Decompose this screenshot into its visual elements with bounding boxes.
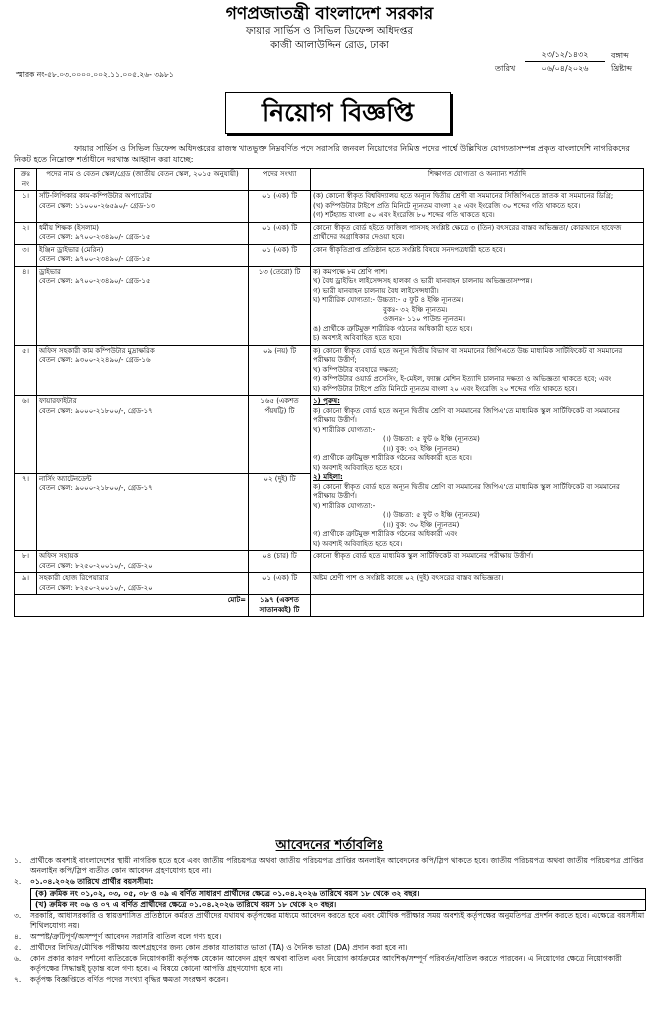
condition-item <box>14 975 646 985</box>
row-post <box>37 551 249 573</box>
row-post <box>37 244 249 266</box>
qualification-line: খ) শারীরিক যোগ্যতা:- <box>313 425 376 434</box>
date-label: তারিখ <box>495 64 516 73</box>
row-post-count: ০১ (এক) টি <box>249 222 311 244</box>
table-row <box>15 222 644 244</box>
row-serial: ৮। <box>15 551 37 573</box>
row-post <box>37 222 249 244</box>
row-post <box>37 396 249 474</box>
total-empty <box>311 595 644 617</box>
row-post-count: ০৯ (নয়) টি <box>249 345 311 396</box>
condition-text: সরকারি, আধাসরকারি ও স্বায়ত্তশাসিত প্রতিষ্ঠানে কর্মরত প্রার্থীদের যথাযথ কর্তৃপক্ষের মাধ্যমে আবেদন করতে হবে এবং মৌখিক পরীক্ষার সময় অবশ্যই কর্তৃপক্ষের অনুমতিপত্র প্রদর্শন করতে হবে। এক্ষেত্রে বয়সসীমা শিথিলযোগ্য নয়। <box>30 911 645 930</box>
qualification-line: গ) ভারী যানবাহন চালনায় বৈধ লাইসেন্সধারী। <box>313 286 439 295</box>
intro-paragraph: ফায়ার সার্ভিস ও সিভিল ডিফেন্স অধিদপ্তরের রাজস্ব খাতভুক্ত নিম্নবর্ণিত পদে সরাসরি জনবল নিয়োগের নিমিত্ত পদের পার্শ্বে উল্লিখিত যোগ্যতাসম্পন্ন প্রকৃত বাংলাদেশি নাগরিকদের নিকট হতে নিম্নোক্ত শর্তাধীনে দরখাস্ত আহ্বান করা যাচ্ছে: <box>14 144 630 164</box>
male-heading: ১) পুরুষ: <box>313 397 340 405</box>
qualification-line: ওজনঃ- ১১০ পাউন্ড ন্যূনতম। <box>383 315 466 323</box>
header-qualification: শিক্ষাগত যোগ্যতা ও অন্যান্য শর্তাদি <box>311 169 644 191</box>
header-post: পদের নাম ও বেতন স্কেল/গ্রেড (জাতীয় বেতন স্কেল, ২০১৫ অনুযায়ী) <box>37 169 249 191</box>
qualification-line: কোন স্বীকৃতিপ্রাপ্ত প্রতিষ্ঠান হতে সংশ্লিষ্ট বিষয়ে সনদপত্রধারী হতে হবে। <box>313 245 506 254</box>
post-name: ধর্মীয় শিক্ষক (ইসলাম) <box>39 223 99 232</box>
row-post <box>37 473 249 551</box>
post-name: নার্সিং অ্যাটেনডেন্ট <box>39 474 92 483</box>
notice-title: নিয়োগ বিজ্ঞপ্তি <box>225 92 451 134</box>
row-post <box>37 266 249 345</box>
qualification-line: কোনো স্বীকৃত বোর্ড হতে মাধ্যমিক স্কুল সার্টিফিকেট বা সমমানের পরীক্ষায় উত্তীর্ণ। <box>313 552 533 560</box>
pay-scale: বেতন স্কেল: ৯৩০০-২২৪৯০/- গ্রেড-১৬ <box>39 356 151 364</box>
post-name: অফিস সহায়ক <box>39 552 79 560</box>
table-row <box>15 573 644 595</box>
date-block <box>495 48 645 75</box>
qualification-line: ঘ) অবশ্যই অবিবাহিত হতে হবে। <box>313 463 403 472</box>
qualification-line: ক) কোনো স্বীকৃত বোর্ড হতে অন্যূন দ্বিতীয় শ্রেণি বা সমমানের জিপিএ'তে মাধ্যমিক স্কুল সার্টিফিকেট বা সমমানের পরীক্ষায় উত্তীর্ণ। <box>313 482 620 500</box>
post-name: ইঞ্জিন ড্রাইভার (মেরিন) <box>39 245 104 254</box>
letterhead <box>0 0 659 53</box>
condition-item <box>14 856 646 876</box>
row-post-count: ১৩ (তেরো) টি <box>249 266 311 345</box>
condition-text: প্রার্থীকে অবশ্যই বাংলাদেশের স্থায়ী নাগরিক হতে হবে এবং জাতীয় পরিচয়পত্র অথবা জাতীয় পরিচয়পত্র প্রাপ্তির অনলাইন আবেদনের কপি/স্লিপ থাকতে হবে। জাতীয় পরিচয়পত্র অথবা জাতীয় পরিচয়পত্র প্রাপ্তির অনলাইন কপি/স্লিপ ব্যতীত কোন আবেদন গ্রহণযোগ্য হবে না। <box>30 856 644 875</box>
condition-item <box>14 877 646 887</box>
post-name: সহকারী হোজ রিপেয়ারার <box>39 574 109 582</box>
condition-item <box>14 932 646 942</box>
condition-item <box>14 943 646 953</box>
qualification-line: খ) বৈধ ড্রাইভিং লাইসেন্সসহ হালকা ও ভারী যানবাহন চালনায় অভিজ্ঞতাসম্পন্ন। <box>313 277 533 285</box>
table-row <box>15 191 644 223</box>
condition-number: ৪. <box>14 932 22 941</box>
era-english: খ্রিষ্টাব্দ <box>611 64 632 73</box>
condition-number: ৭. <box>14 975 22 984</box>
qualification-line: ক) কমপক্ষে ৮ম শ্রেণি পাশ। <box>313 267 388 276</box>
row-post <box>37 191 249 223</box>
row-qualification <box>311 396 644 551</box>
qualification-line: (।) উচ্চতা: ৫ ফুট ৬ ইঞ্চি (ন্যূনতম) <box>383 435 480 443</box>
row-qualification <box>311 244 644 266</box>
table-row <box>15 266 644 345</box>
condition-text: কর্তৃপক্ষ বিজ্ঞপ্তিতে বর্ণিত পদের সংখ্যা বৃদ্ধির ক্ষমতা সংরক্ষণ করেন। <box>30 975 229 984</box>
header-count: পদের সংখ্যা <box>249 169 311 191</box>
female-heading: ২) মহিলা: <box>313 473 343 481</box>
qualification-line: (।।) বুক: ৩২ ইঞ্চি (ন্যূনতম) <box>383 444 460 453</box>
row-serial: ৫। <box>15 345 37 396</box>
qualification-line: কোনো স্বীকৃত বোর্ড হইতে ফাজিল পাসসহ সংশ্লিষ্ট ক্ষেত্রে ৩ (তিন) বৎসরের বাস্তব অভিজ্ঞতা/ কোরআনে হাফেজ প্রার্থীদের অগ্রাধিকার দেওয়া হবে। <box>313 223 622 241</box>
row-post-count: ০১ (এক) টি <box>249 573 311 595</box>
condition-text: কোন প্রকার কারণ দর্শানো ব্যতিরেকে নিয়োগকারী কর্তৃপক্ষ যেকোন আবেদন গ্রহণ অথবা বাতিল এবং নিয়োগ কার্যক্রমের আংশিক/সম্পূর্ণ পরিবর্তন/বাতিল করতে পারবেন। এ নিয়োগের ক্ষেত্রে নিয়োগকারী কর্তৃপক্ষের সিদ্ধান্তই চূড়ান্ত বলে গণ্য হবে। এ বিষয়ে কোনো আপত্তি গ্রহণযোগ্য হবে না। <box>30 954 622 973</box>
age-limit-line: (ক) ক্রমিক নং ০১,০২, ০৩, ০৫, ০৮ ও ০৯ এ বর্ণিত সাধারণ প্রার্থীদের ক্ষেত্রে ০১.০৪.২০২৬ তারিখে বয়স ১৮ থেকে ৩২ বছর। <box>31 889 645 900</box>
post-name: সাঁট-লিপিকার কাম-কম্পিউটার অপারেটর <box>39 192 152 200</box>
row-serial: ৬। <box>15 396 37 474</box>
table-row <box>15 551 644 573</box>
post-name: ড্রাইভার <box>39 267 61 276</box>
row-post <box>37 345 249 396</box>
qualification-line: (খ) কম্পিউটার টাইপে প্রতি মিনিটে ন্যূনতম বাংলা ২৫ এবং ইংরেজি ৩০ শব্দের গতি থাকতে হবে। <box>313 201 581 210</box>
pay-scale: বেতন স্কেল: ৯০০০-২১৮০০/-, গ্রেড-১৭ <box>39 406 153 415</box>
pay-scale: বেতন স্কেল: ৯৭০০-২৩৪৯০/- গ্রেড-১৫ <box>39 277 151 285</box>
table-row <box>15 396 644 474</box>
row-serial: ১। <box>15 191 37 223</box>
qualification-line: চ) অবশ্যই অবিবাহিত হতে হবে। <box>313 334 402 342</box>
post-name: অফিস সহকারী কাম কম্পিউটার মুদ্রাক্ষরিক <box>39 346 155 355</box>
pay-scale: বেতন স্কেল: ১১০০০-২৬৫৯০/- গ্রেড-১৩ <box>39 201 156 210</box>
row-post <box>37 573 249 595</box>
condition-item <box>14 954 646 974</box>
qualification-line: গ) প্রার্থীকে ত্রুটিমুক্ত শারীরিক গঠনের অধিকারী এবং <box>313 530 458 538</box>
pay-scale: বেতন স্কেল: ৯৭০০-২৩৪৯০/- গ্রেড-১৫ <box>39 255 151 263</box>
qualification-line: ক) কোনো স্বীকৃত বোর্ড হতে অন্যূন দ্বিতীয় শ্রেণি বা সমমানের জিপিএ'তে মাধ্যমিক স্কুল সার্টিফিকেট বা সমমানের পরীক্ষায় উত্তীর্ণ। <box>313 406 620 424</box>
total-row <box>15 595 644 617</box>
qualification-line: বুকঃ- ৩২ ইঞ্চি ন্যূনতম। <box>383 305 448 314</box>
pay-scale: বেতন স্কেল: ৯০০০-২১৮০০/-, গ্রেড-১৭ <box>39 484 153 492</box>
posts-table <box>14 168 644 617</box>
qualification-line: ঙ) প্রার্থীকে ত্রুটিমুক্ত শারীরিক গঠনের অধিকারী হতে হবে। <box>313 324 473 333</box>
qualification-line: (।।) বুক: ৩০ ইঞ্চি (ন্যূনতম) <box>383 520 460 529</box>
age-limit-box <box>30 888 646 911</box>
conditions-list <box>14 856 646 986</box>
row-serial: ৩। <box>15 244 37 266</box>
qualification-line: (ক) কোনো স্বীকৃত বিশ্ববিদ্যালয় হতে অন্যূন দ্বিতীয় শ্রেণী বা সমমানের সিজিপিএতে স্নাতক বা সমমানের ডিগ্রি; <box>313 192 614 200</box>
condition-text: প্রার্থীদের লিখিত/মৌখিক পরীক্ষায় অংশগ্রহণের জন্য কোন প্রকার যাতায়াত ভাতা (TA) ও দৈনিক ভাতা (DA) প্রদান করা হবে না। <box>30 943 408 952</box>
pay-scale: বেতন স্কেল: ৮২৫০-২০০১০/-, গ্রেড-২০ <box>39 583 153 592</box>
row-post-count: ০২ (দুই) টি <box>249 473 311 551</box>
row-post-count: ১৬৫ (একশত পঁয়ষট্টি) টি <box>249 396 311 474</box>
qualification-line: অষ্টম শ্রেণী পাশ ও সংশ্লিষ্ট কাজে ০২ (দুই) বৎসরের বাস্তব অভিজ্ঞতা। <box>313 574 504 582</box>
qualification-line: ঘ) কম্পিউটার টাইপে প্রতি মিনিটে ন্যূনতম বাংলা ২০ এবং ইংরেজি ২০ শব্দের গতি থাকতে হবে। <box>313 384 578 393</box>
condition-number: ২. <box>14 877 22 886</box>
qualification-line: খ) কম্পিউটার ব্যবহারে দক্ষতা; <box>313 365 399 374</box>
era-bangla: বঙ্গাব্দ <box>611 50 629 60</box>
office-address: কাজী আলাউদ্দিন রোড, ঢাকা <box>270 40 389 51</box>
condition-item <box>14 911 646 931</box>
row-qualification <box>311 266 644 345</box>
row-serial: ২। <box>15 222 37 244</box>
row-qualification <box>311 222 644 244</box>
total-label: মোট= <box>15 595 249 617</box>
pay-scale: বেতন স্কেল: ৮২৫০-২০০১০/-, গ্রেড-২০ <box>39 561 153 570</box>
row-serial: ৪। <box>15 266 37 345</box>
age-limit-line: (খ) ক্রমিক নং ০৬ ও ০৭ এ বর্ণিত প্রার্থীদের ক্ষেত্রে ০১.০৪.২০২৬ তারিখে বয়স ১৮ থেকে ২০ বছর। <box>35 900 337 909</box>
row-post-count: ০১ (এক) টি <box>249 244 311 266</box>
table-header-row <box>15 169 644 191</box>
qualification-line: ক) কোনো স্বীকৃত বোর্ড হতে অন্যূন দ্বিতীয় বিভাগ বা সমমানের জিপিএতে উচ্চ মাধ্যমিক সার্টিফিকেট বা সমমানের পরীক্ষায় উত্তীর্ণ; <box>313 346 623 364</box>
qualification-line: (।) উচ্চতা: ৫ ফুট ৩ ইঞ্চি (ন্যূনতম) <box>383 511 480 519</box>
header-serial: ক্রঃ নং <box>15 169 37 191</box>
conditions-title: আবেদনের শর্তাবলিঃ <box>275 838 384 853</box>
row-qualification <box>311 191 644 223</box>
date-bangla: ২৩/১২/১৪৩২ <box>525 48 605 62</box>
qualification-line: ঘ) শারীরিক যোগ্যতা:- উচ্চতা:- ৫ ফুট ৪ ইঞ্চি ন্যূনতম। <box>313 296 464 304</box>
qualification-line: গ) কম্পিউটার ওয়ার্ড প্রসেসিং, ই-মেইল, ফ্যাক্স মেশিন ইত্যাদি চালনার দক্ষতা ও অভিজ্ঞতা থাকতে হবে; এবং <box>313 375 612 383</box>
post-name: ফায়ারফাইটার <box>39 397 77 405</box>
condition-text: অস্পষ্ট/ত্রুটিপূর্ণ/অসম্পূর্ণ আবেদন সরাসরি বাতিল বলে গণ্য হবে। <box>30 932 222 941</box>
row-serial: ৯। <box>15 573 37 595</box>
qualification-line: (গ) শর্টহ্যান্ড বাংলা ৫০ এবং ইংরেজি ৮০ শব্দের গতি থাকতে হবে। <box>313 211 495 219</box>
condition-number: ৩. <box>14 911 22 920</box>
table-row <box>15 244 644 266</box>
row-post-count: ০৪ (চার) টি <box>249 551 311 573</box>
government-name: গণপ্রজাতন্ত্রী বাংলাদেশ সরকার <box>225 4 434 24</box>
total-value: ১৯৭ (একশত সাতানব্বই) টি <box>249 595 311 617</box>
condition-number: ১. <box>14 856 22 865</box>
condition-text: ০১.০৪.২০২৬ তারিখে প্রার্থীর বয়সসীমা: <box>30 877 154 886</box>
row-qualification <box>311 551 644 573</box>
qualification-line: গ) প্রার্থীকে ত্রুটিমুক্ত শারীরিক গঠনের অধিকারী হতে হবে। <box>313 454 472 462</box>
memo-number: স্মারক নং-৫৮.০৩.০০০০.০০২.১১.০০৫.২৬- ৩৯৮১ <box>16 70 174 79</box>
date-english: ০৬/০৪/২০২৬ <box>541 64 589 73</box>
qualification-line: খ) শারীরিক যোগ্যতা:- <box>313 501 376 510</box>
row-serial: ৭। <box>15 473 37 551</box>
pay-scale: বেতন স্কেল: ৯৭০০-২৩৪৯০/- গ্রেড-১৫ <box>39 233 151 241</box>
qualification-line: ঘ) অবশ্যই অবিবাহিত হতে হবে। <box>313 539 403 548</box>
condition-number: ৫. <box>14 943 22 952</box>
row-qualification <box>311 573 644 595</box>
condition-number: ৬. <box>14 954 22 963</box>
row-qualification <box>311 345 644 396</box>
row-post-count: ০১ (এক) টি <box>249 191 311 223</box>
table-row <box>15 345 644 396</box>
department-name: ফায়ার সার্ভিস ও সিভিল ডিফেন্স অধিদপ্তর <box>246 26 413 37</box>
